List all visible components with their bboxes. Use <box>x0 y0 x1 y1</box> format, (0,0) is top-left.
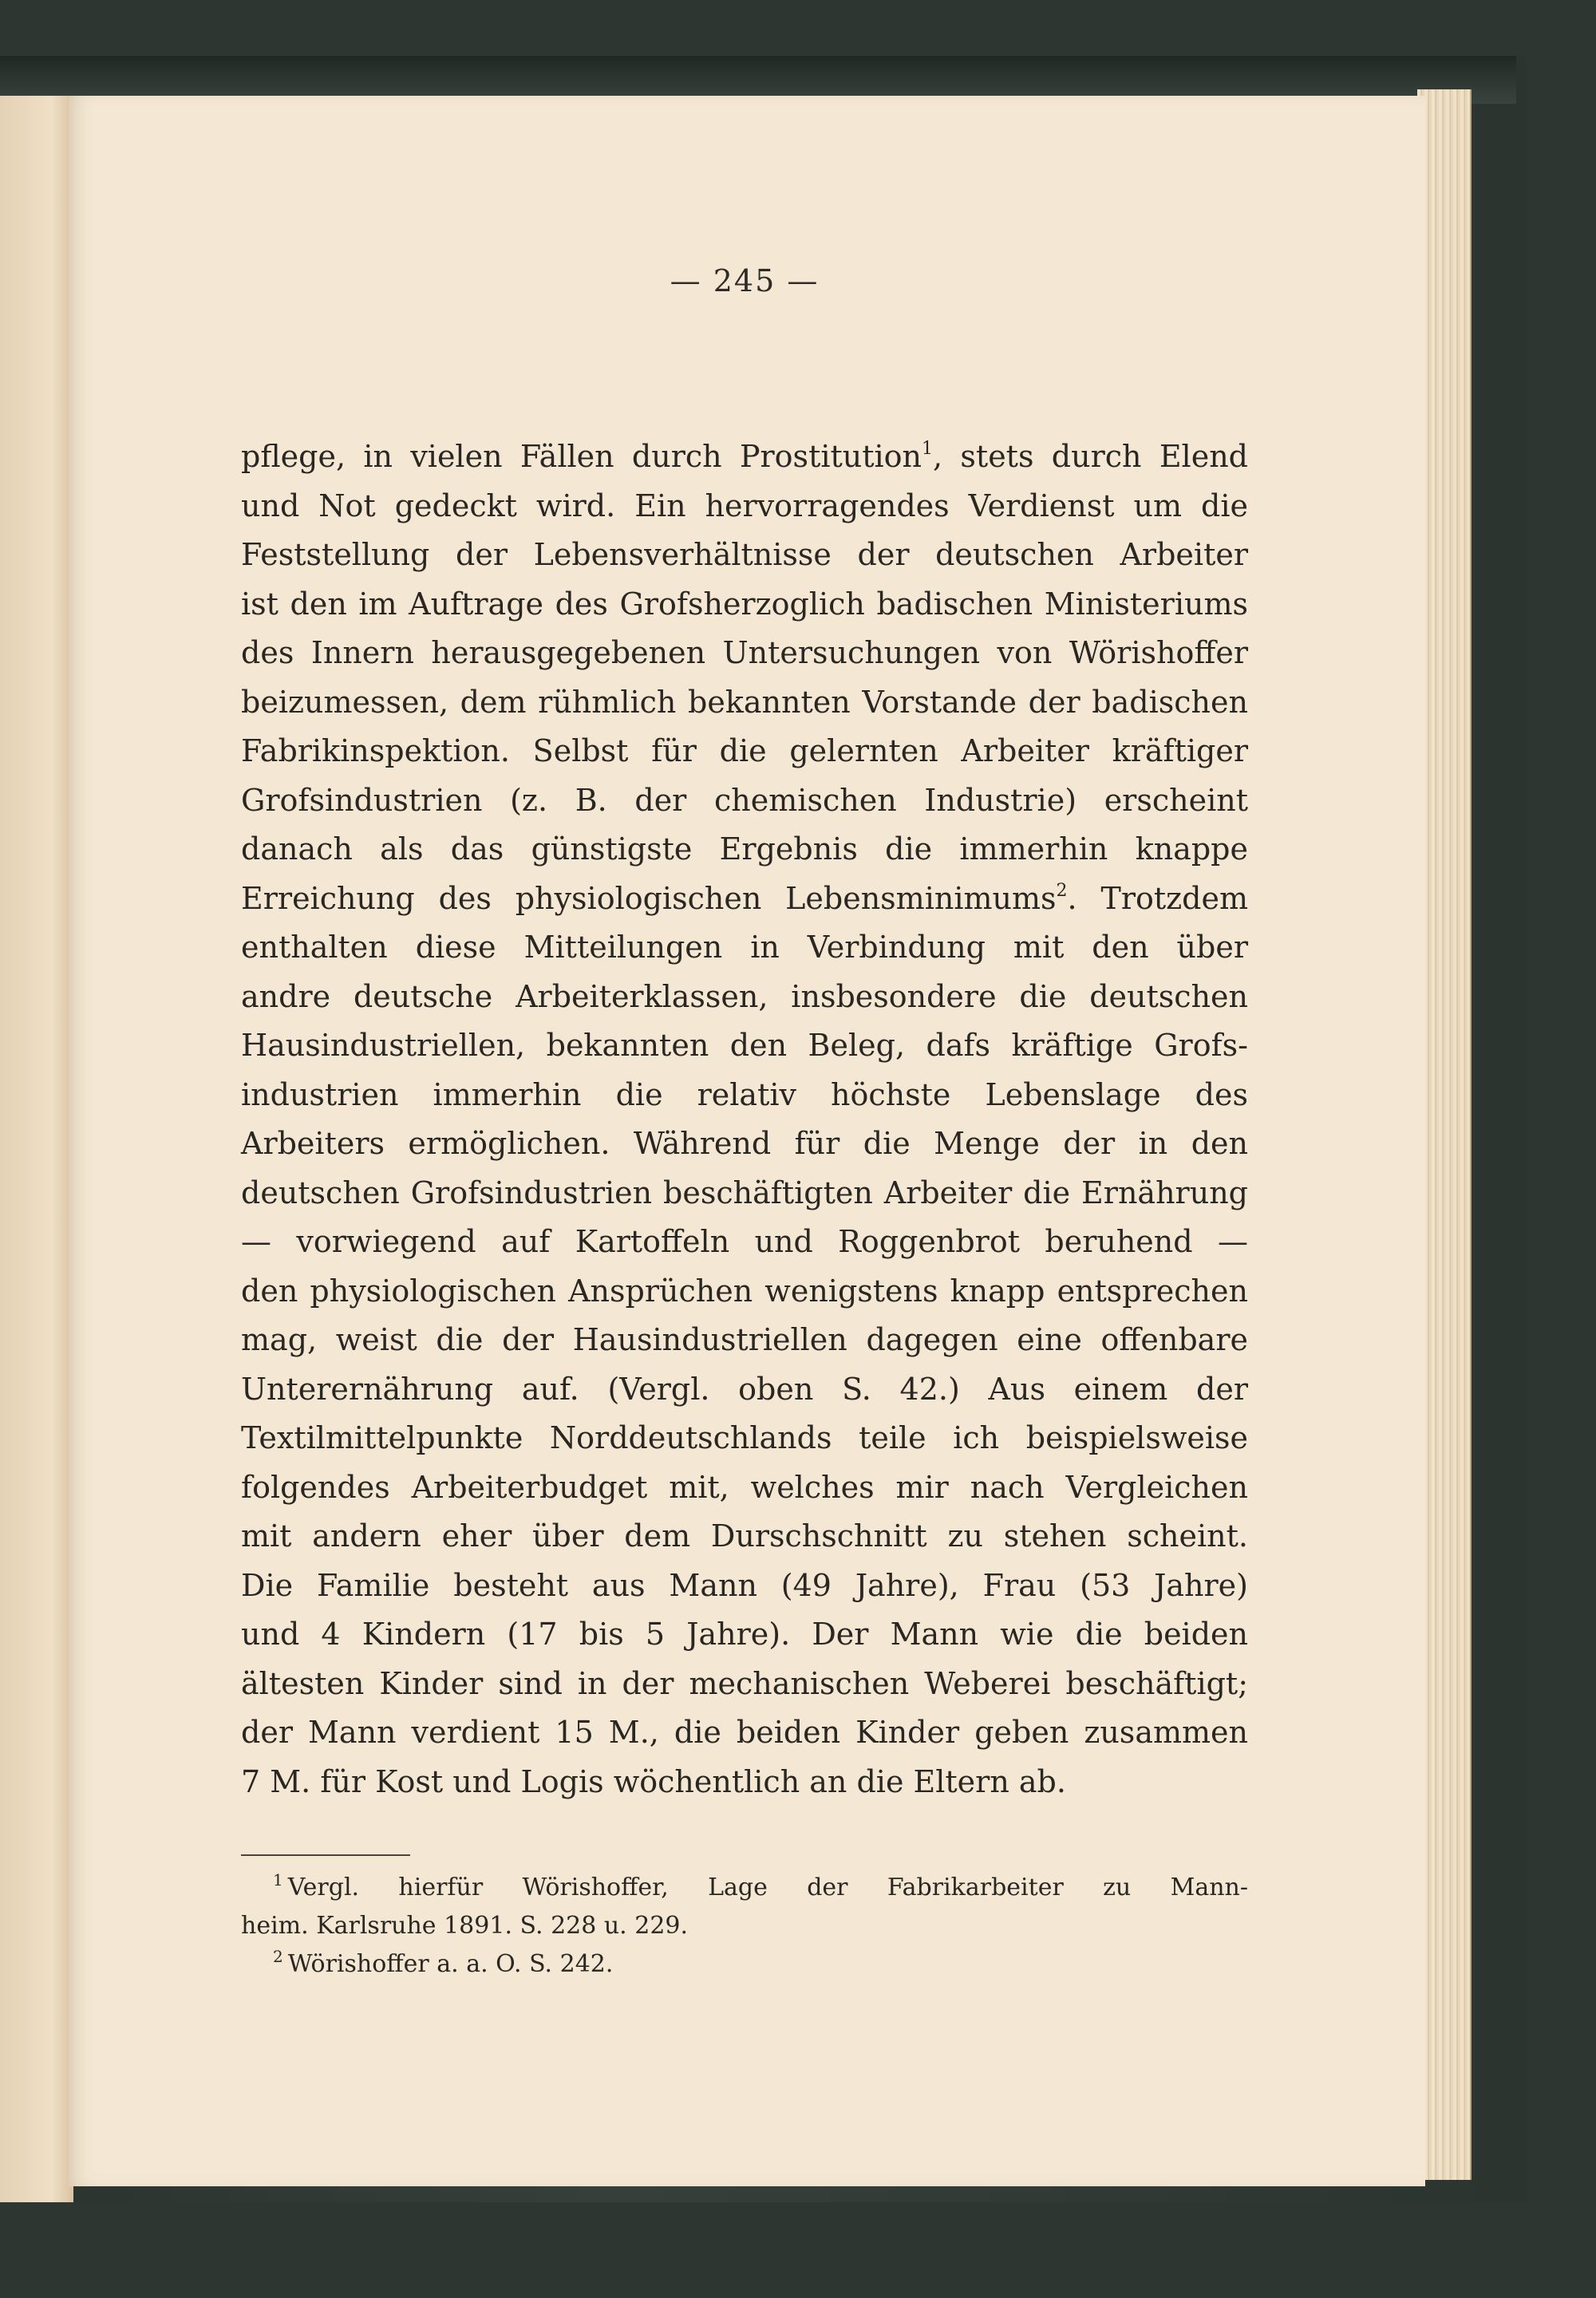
text-segment: Unterernährung auf. (Vergl. oben S. 42.) Aus einem der <box>241 1371 1248 1407</box>
text-line <box>241 1610 1248 1660</box>
text-line <box>241 923 1248 973</box>
text-line <box>241 629 1248 678</box>
footnote-line <box>241 1945 1248 1984</box>
text-segment: des Innern herausgegebenen Untersuchungen von Wörishoffer <box>241 635 1248 670</box>
text-line <box>241 1562 1248 1611</box>
text-line <box>241 531 1248 580</box>
text-line <box>241 825 1248 875</box>
text-line <box>241 482 1248 531</box>
text-segment: Grofsindustrien (z. B. der chemischen Industrie) erscheint <box>241 782 1248 818</box>
text-line <box>241 727 1248 776</box>
body-text <box>241 432 1248 1806</box>
text-line <box>241 1071 1248 1120</box>
footnote-line <box>241 1907 1248 1945</box>
text-segment: der Mann verdient 15 M., die beiden Kinder geben zusammen <box>241 1715 1248 1750</box>
text-segment: und 4 Kindern (17 bis 5 Jahre). Der Mann wie die beiden <box>241 1617 1248 1652</box>
text-line <box>241 1660 1248 1709</box>
text-line <box>241 1758 1248 1807</box>
text-segment: Arbeiters ermöglichen. Während für die Menge der in den <box>241 1126 1248 1161</box>
footnote-reference: 2 <box>1056 880 1068 901</box>
text-line <box>241 1218 1248 1267</box>
text-line <box>241 1316 1248 1365</box>
text-segment: Erreichung des physiologischen Lebensminimums <box>241 880 1057 916</box>
text-segment: ist den im Auftrage des Grofsherzoglich badischen Ministeriums <box>241 586 1248 622</box>
page-edges-stack <box>1417 89 1472 2180</box>
text-segment: deutschen Grofsindustrien beschäftigten Arbeiter die Ernährung <box>241 1175 1248 1210</box>
footnote-mark: 1 <box>273 1870 283 1889</box>
text-segment: Die Familie besteht aus Mann (49 Jahre), Frau (53 Jahre) <box>241 1567 1248 1603</box>
text-segment: Textilmittelpunkte Norddeutschlands teile ich beispielsweise <box>241 1420 1248 1455</box>
text-line <box>241 678 1248 728</box>
footnote-text: Wörishoffer a. a. O. S. 242. <box>287 1950 614 1978</box>
footnote-text: heim. Karlsruhe 1891. S. 228 u. 229. <box>241 1912 689 1940</box>
text-line <box>241 1512 1248 1562</box>
footnote-text: Vergl. hierfür Wörishoffer, Lage der Fabrikarbeiter zu Mann- <box>287 1874 1248 1901</box>
text-line <box>241 1267 1248 1317</box>
text-segment: Fabrikinspektion. Selbst für die gelernten Arbeiter kräftiger <box>241 733 1248 768</box>
text-segment: ältesten Kinder sind in der mechanischen Weberei beschäftigt; <box>241 1665 1248 1701</box>
text-line <box>241 1708 1248 1758</box>
text-segment: folgendes Arbeiterbudget mit, welches mir nach Vergleichen <box>241 1469 1248 1505</box>
text-segment: pflege, in vielen Fällen durch Prostitution <box>241 439 922 474</box>
text-segment: Feststellung der Lebensverhältnisse der deutschen Arbeiter <box>241 537 1248 572</box>
text-segment: mit andern eher über dem Durschschnitt zu stehen scheint. <box>241 1518 1248 1554</box>
text-segment: und Not gedeckt wird. Ein hervorragendes Verdienst um die <box>241 488 1248 523</box>
footnotes <box>241 1869 1248 1984</box>
text-segment: beizumessen, dem rühmlich bekannten Vorstande der badischen <box>241 684 1248 720</box>
footnote-rule <box>241 1854 410 1856</box>
page-number: — 245 — <box>670 263 820 298</box>
footnote-mark: 2 <box>273 1947 283 1966</box>
text-line <box>241 580 1248 630</box>
text-segment: industrien immerhin die relativ höchste Lebenslage des <box>241 1076 1248 1112</box>
previous-page-edge <box>0 96 73 2202</box>
text-line <box>241 776 1248 826</box>
text-segment: mag, weist die der Hausindustriellen dagegen eine offenbare <box>241 1322 1248 1357</box>
text-line <box>241 973 1248 1022</box>
text-line <box>241 1169 1248 1218</box>
text-segment: enthalten diese Mitteilungen in Verbindung mit den über <box>241 930 1248 965</box>
text-segment: Hausindustriellen, bekannten den Beleg, dafs kräftige Grofs- <box>241 1028 1248 1063</box>
text-segment: danach als das günstigste Ergebnis die immerhin knappe <box>241 831 1248 867</box>
text-line <box>241 1119 1248 1169</box>
text-line <box>241 875 1248 924</box>
text-line <box>241 1414 1248 1463</box>
text-line <box>241 1463 1248 1513</box>
text-segment: , stets durch Elend <box>933 439 1248 474</box>
text-line <box>241 1021 1248 1071</box>
text-segment: . Trotzdem <box>1067 880 1248 916</box>
text-segment: 7 M. für Kost und Logis wöchentlich an die Eltern ab. <box>241 1763 1066 1799</box>
text-line <box>241 432 1248 482</box>
text-line <box>241 1365 1248 1415</box>
text-segment: andre deutsche Arbeiterklassen, insbesondere die deutschen <box>241 978 1248 1014</box>
footnote-line <box>241 1869 1248 1907</box>
footnote-reference: 1 <box>922 439 934 459</box>
book-page <box>69 96 1425 2186</box>
text-segment: den physiologischen Ansprüchen wenigstens knapp entsprechen <box>241 1273 1248 1309</box>
text-segment: — vorwiegend auf Kartoffeln und Roggenbrot beruhend — <box>241 1224 1248 1259</box>
